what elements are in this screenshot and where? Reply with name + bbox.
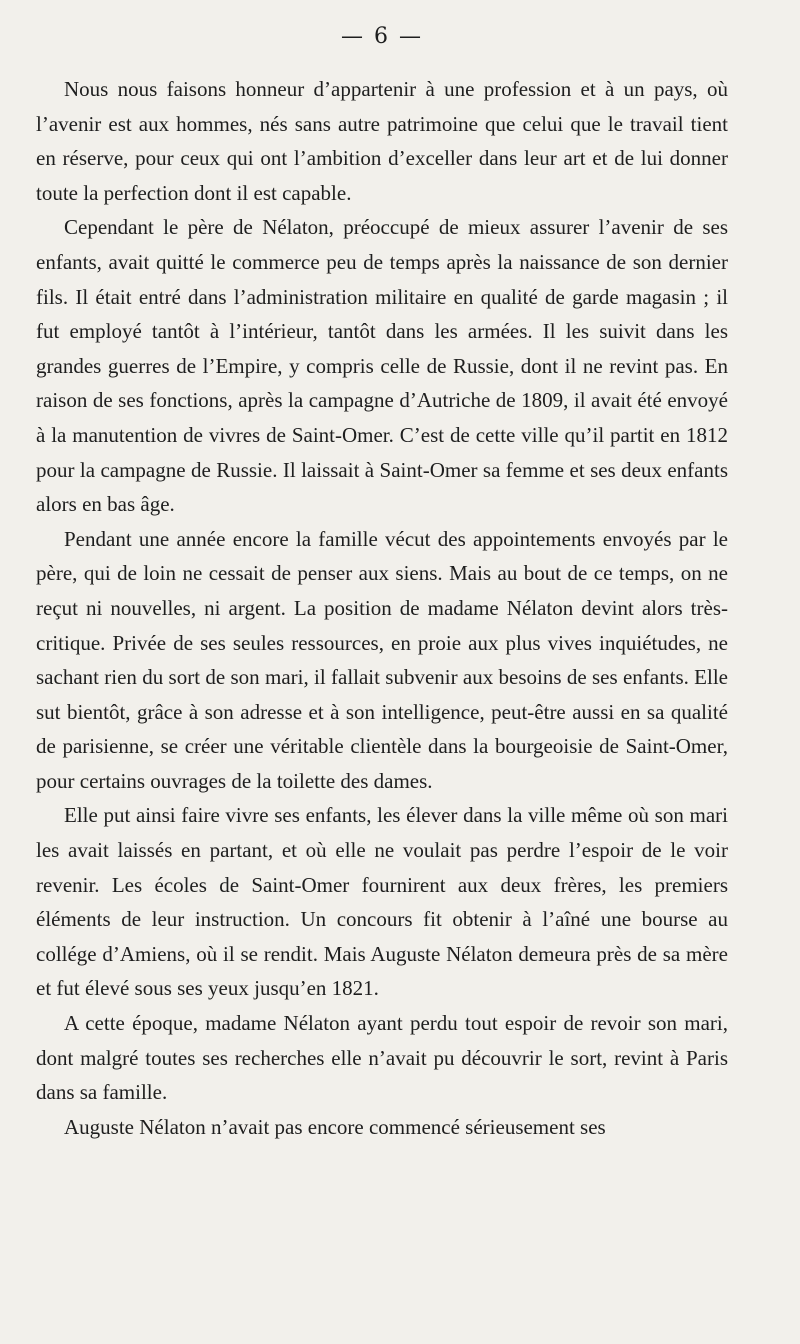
paragraph-6: Auguste Nélaton n’avait pas encore commencé sérieusement ses bbox=[64, 1114, 606, 1139]
paragraph-2: Cependant le père de Nélaton, préoccupé de mieux assurer l’avenir de ses enfants, avait quitté le commerce peu de temps après la naissance de son dernier fils. Il était entré dans l’administration militaire en qualité de garde magasin ; il fut employé tantôt à l’intérieur, tantôt dans les armées. Il les suivit dans les grandes guerres de l’Empire, y compris celle de Russie, dont il ne revint pas. En raison de ses fonctions, après la campagne d’Autriche de 1809, il avait été envoyé à la manutention de vivres de Saint-Omer. C’est de cette ville qu’il partit en 1812 pour la campagne de Russie. Il laissait à Saint-Omer sa femme et ses deux enfants alors en bas âge. bbox=[36, 215, 728, 517]
paragraph-1: Nous nous faisons honneur d’appartenir à une profession et à un pays, où l’avenir est aux hommes, nés sans autre patrimoine que celui que le travail tient en réserve, pour ceux qui ont l’ambition d’exceller dans leur art et de lui donner toute la perfection dont il est capable. bbox=[36, 77, 728, 205]
paragraph-4: Elle put ainsi faire vivre ses enfants, les élever dans la ville même où son mari les avait laissés en partant, et où elle ne voulait pas perdre l’espoir de le voir revenir. Les écoles de Saint-Omer fournirent aux deux frères, les premiers éléments de leur instruction. Un concours fit obtenir à l’aîné une bourse au collége d’Amiens, où il se rendit. Mais Auguste Nélaton demeura près de sa mère et fut élevé sous ses yeux jusqu’en 1821. bbox=[36, 803, 728, 1001]
page-number: — 6 — bbox=[341, 24, 423, 49]
paragraph-3: Pendant une année encore la famille vécut des appointements envoyés par le père, qui de loin ne cessait de penser aux siens. Mais au bout de ce temps, on ne reçut ni nouvelles, ni argent. La position de madame Nélaton devint alors très-critique. Privée de ses seules ressources, en proie aux plus vives inquiétudes, ne sachant rien du sort de son mari, il fallait subvenir aux besoins de ses enfants. Elle sut bientôt, grâce à son adresse et à son intelligence, peut-être aussi en sa qualité de parisienne, se créer une véritable clientèle dans la bourgeoisie de Saint-Omer, pour certains ouvrages de la toilette des dames. bbox=[36, 526, 728, 793]
paragraph-5: A cette époque, madame Nélaton ayant perdu tout espoir de revoir son mari, dont malgré toutes ses recherches elle n’avait pu découvrir le sort, revint à Paris dans sa famille. bbox=[36, 1011, 728, 1105]
